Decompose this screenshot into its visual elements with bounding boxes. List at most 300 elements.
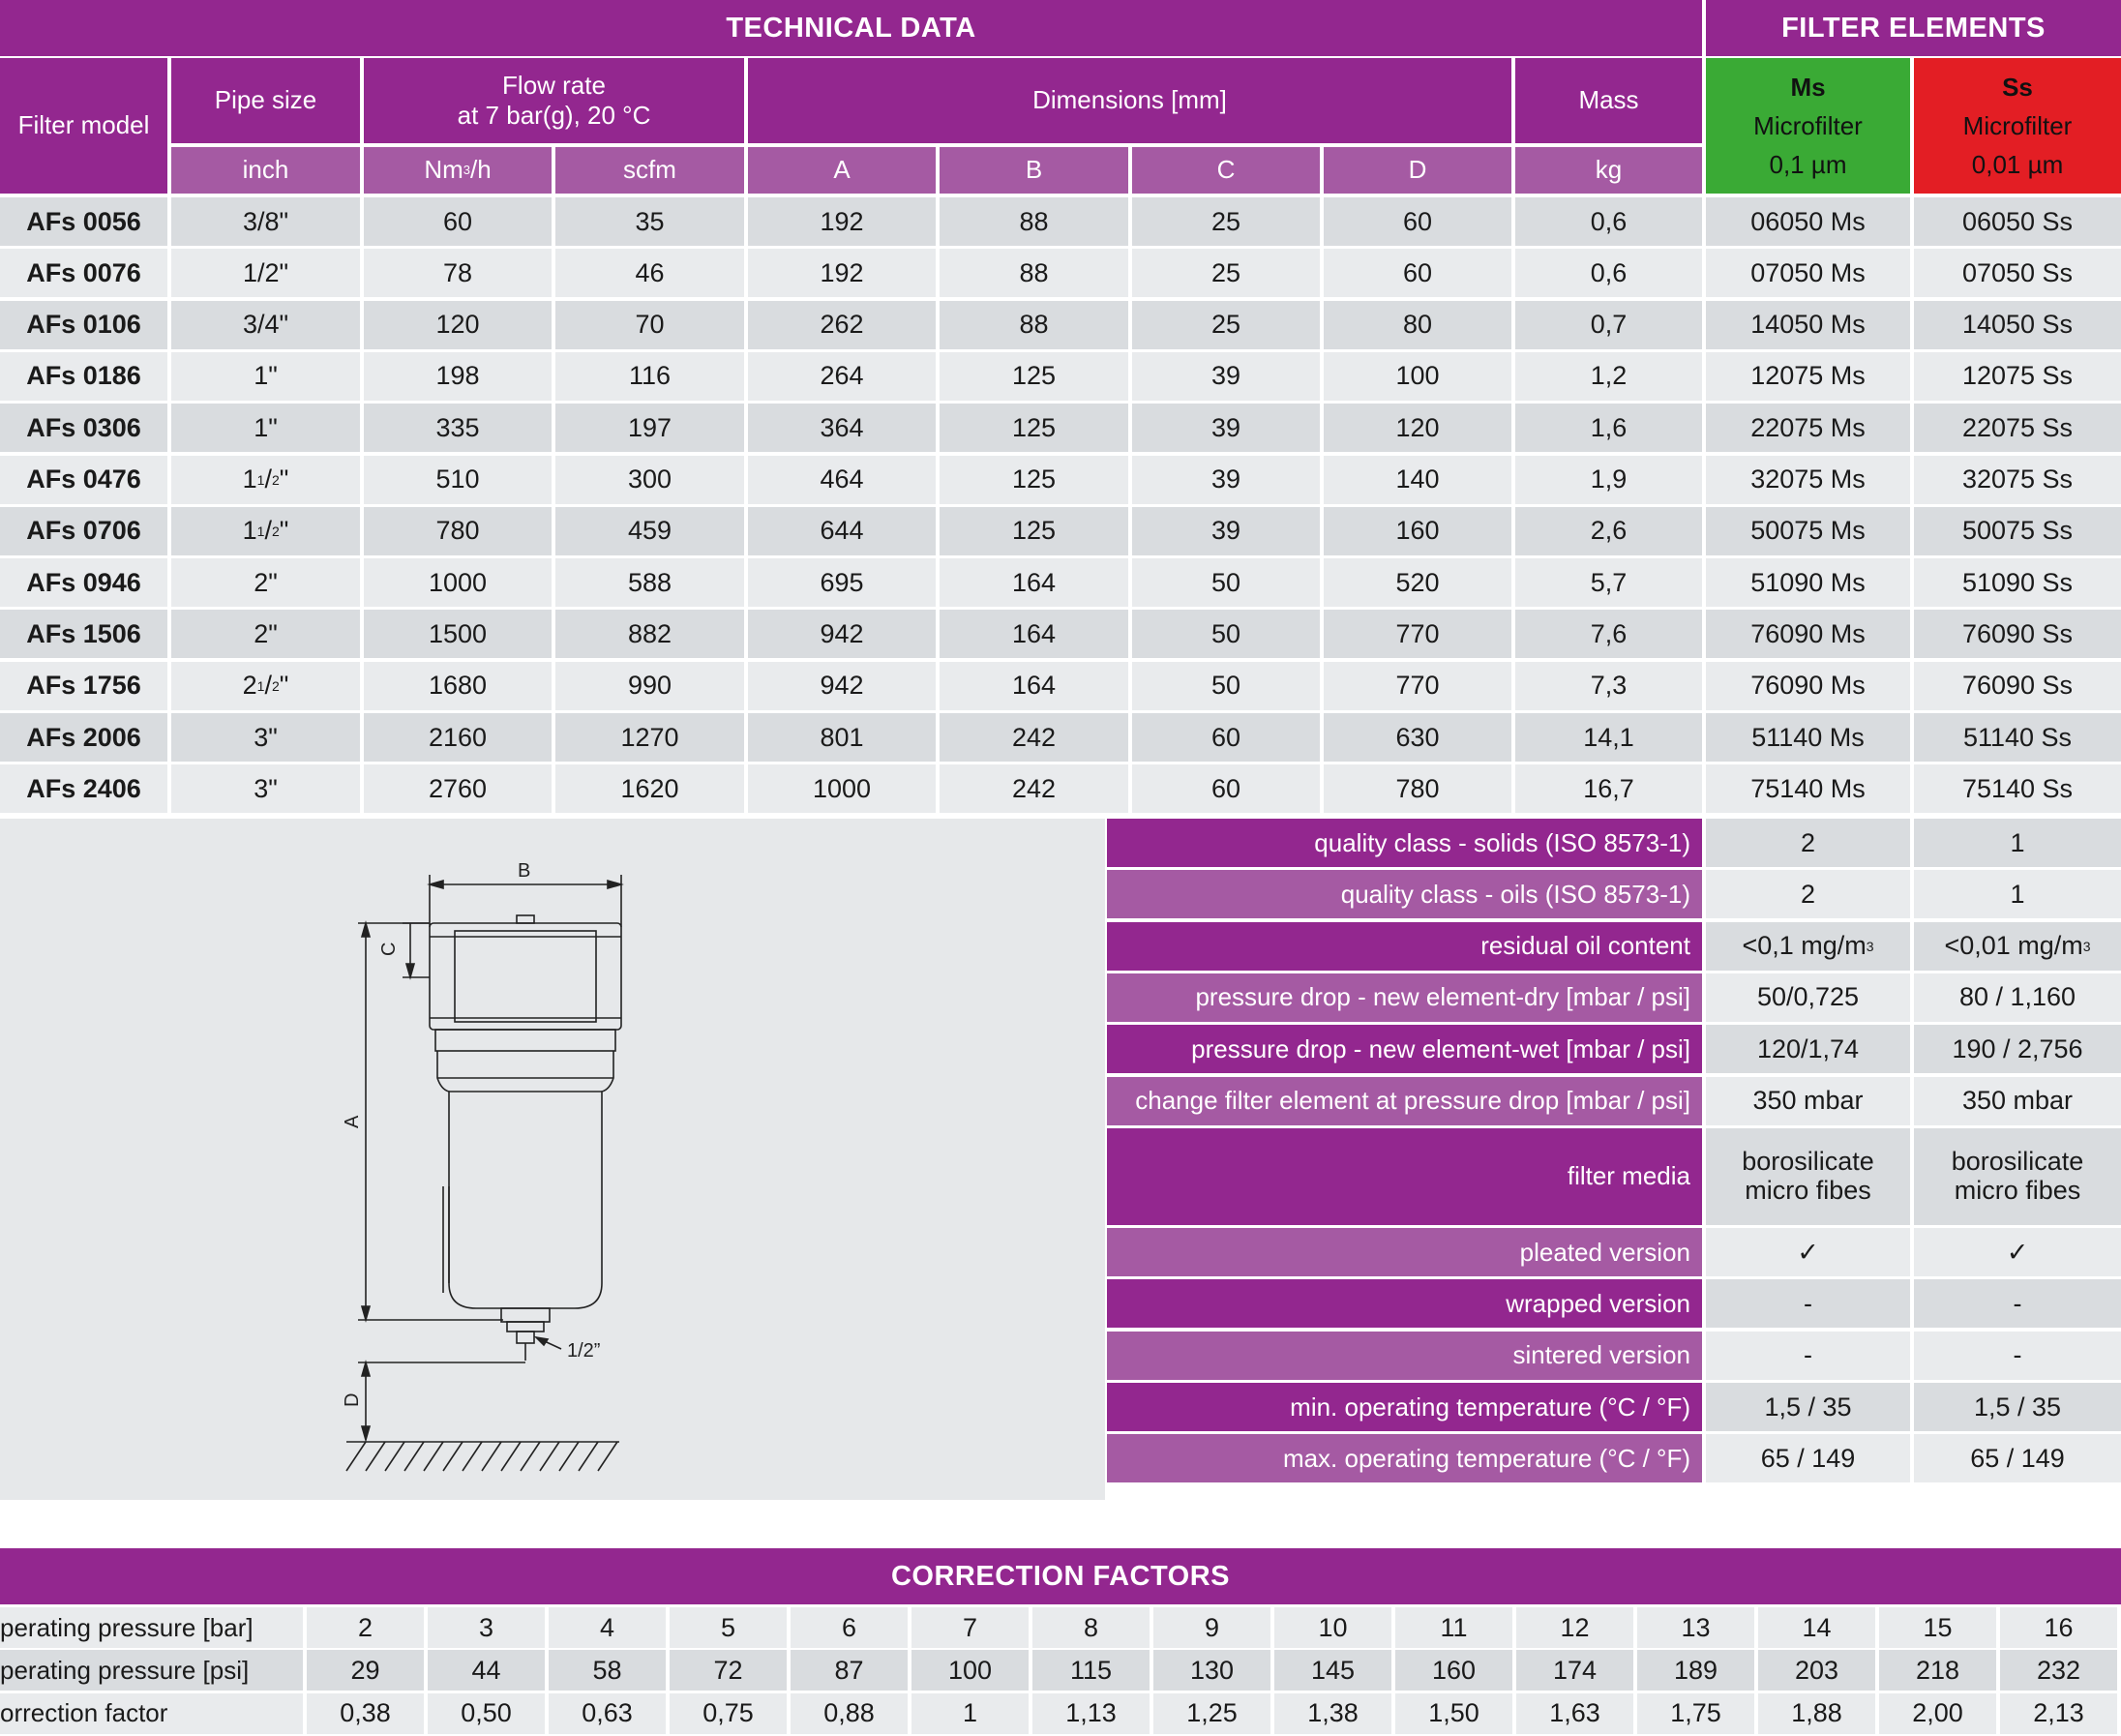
flow-rate-label: Flow rate [502,70,606,100]
row-0-C-cell [1132,197,1320,246]
cf-psi-1 [428,1650,545,1691]
row-10-pipe-cell [171,713,360,762]
property-value: ✓ [1797,1237,1819,1267]
cf-value: 9 [1204,1612,1220,1642]
cf-label-text: perating pressure [bar] [0,1612,254,1642]
flow-rate-conditions: at 7 bar(g), 20 °C [457,101,651,130]
row-1-C-cell [1132,249,1320,297]
unit-scfm-text: scfm [623,155,676,185]
property-label-3 [1107,973,1702,1022]
ss-value: 75140 Ss [1961,773,2074,803]
pipe-value: 3/4" [242,310,289,340]
row-7-B-cell [940,558,1128,607]
row-11-model-cell [0,764,167,813]
pipe-value: 2" [254,618,278,648]
A-value: 192 [820,206,864,236]
property-value: 120/1,74 [1756,1033,1860,1063]
pipe-value: 2" [254,567,278,597]
ms-value: 14050 Ms [1750,310,1866,340]
cf-value: 2,13 [2033,1698,2084,1728]
ss-value: 12075 Ss [1961,361,2074,391]
cf-factor-12 [1758,1693,1875,1734]
row-11-D-cell [1324,764,1511,813]
row-1-scfm-cell [555,249,744,297]
property-ss-10 [1914,1383,2121,1431]
C-value: 25 [1210,310,1241,340]
unit-C [1132,147,1320,194]
row-8-B-cell [940,610,1128,658]
ms-value: 50075 Ms [1750,516,1866,546]
row-9-kg-cell [1515,662,1702,710]
property-value: 1 [2010,879,2025,909]
scfm-value: 1270 [620,722,679,752]
row-1-model-cell [0,249,167,297]
row-1-nm3h-cell [364,249,552,297]
row-5-nm3h-cell [364,456,552,504]
filter-model-label: Filter model [17,110,150,140]
property-value: - [1804,1340,1812,1370]
row-9-C-cell [1132,662,1320,710]
ss-value: 51090 Ss [1961,567,2074,597]
row-3-model-cell [0,352,167,401]
row-1-ms-cell [1706,249,1910,297]
cf-bar-10 [1516,1607,1633,1648]
property-ss-2 [1914,922,2121,971]
row-5-pipe-cell [171,456,360,504]
row-11-B-cell [940,764,1128,813]
cf-value: 44 [471,1655,501,1685]
B-value: 125 [1011,516,1057,546]
kg-value: 14,1 [1583,722,1634,752]
row-8-ss-cell [1914,610,2121,658]
cf-factor-0 [307,1693,424,1734]
row-2-kg-cell [1515,301,1702,349]
row-2-pipe-cell [171,301,360,349]
D-value: 60 [1402,206,1433,236]
unit-A-text: A [833,155,851,185]
row-1-kg-cell [1515,249,1702,297]
row-2-model-cell [0,301,167,349]
ss-code: Ss [2002,72,2033,102]
A-value: 192 [820,257,864,287]
cf-value: 1,63 [1549,1698,1600,1728]
property-ms-10 [1706,1383,1910,1431]
B-value: 88 [1019,310,1049,340]
property-ss-8 [1914,1279,2121,1328]
row-7-scfm-cell [555,558,744,607]
scfm-value: 990 [627,671,672,701]
cf-factor-8 [1274,1693,1391,1734]
technical-data-title: TECHNICAL DATA [726,12,976,44]
row-0-kg-cell [1515,197,1702,246]
row-4-scfm-cell [555,404,744,452]
property-label-9 [1107,1332,1702,1380]
cf-value: 1,38 [1307,1698,1359,1728]
D-value: 120 [1395,412,1440,442]
property-value: - [1804,1288,1812,1318]
cf-value: 12 [1560,1612,1590,1642]
scfm-value: 1620 [620,773,679,803]
ms-code: Ms [1790,72,1826,102]
cf-value: 1,50 [1428,1698,1479,1728]
cf-psi-10 [1516,1650,1633,1691]
row-8-model-cell [0,610,167,658]
property-value: - [2013,1288,2022,1318]
property-ss-9 [1914,1332,2121,1380]
drawing-panel [0,819,1105,1500]
drawing-label-port: 1/2” [567,1340,601,1362]
pipe-size-header [171,58,360,143]
media-line2: micro fibes [1954,1175,2081,1205]
ss-element-header [1914,58,2121,194]
ss-rating: 0,01 µm [1971,150,2064,180]
property-value: 350 mbar [1961,1086,2074,1115]
ms-value: 12075 Ms [1750,361,1866,391]
model-value: AFs 0476 [26,464,141,494]
C-value: 25 [1210,257,1241,287]
property-ms-9 [1706,1332,1910,1380]
B-value: 88 [1019,206,1049,236]
property-ms-2 [1706,922,1910,971]
D-value: 160 [1395,516,1440,546]
cf-psi-4 [791,1650,908,1691]
row-9-pipe-cell [171,662,360,710]
dimensions-header [748,58,1511,143]
C-value: 39 [1210,412,1241,442]
row-0-B-cell [940,197,1128,246]
row-6-ss-cell [1914,507,2121,555]
unit-nm3h-base: Nm [424,155,463,185]
row-4-B-cell [940,404,1128,452]
row-9-model-cell [0,662,167,710]
cf-value: 174 [1552,1655,1598,1685]
row-1-D-cell [1324,249,1511,297]
cf-psi-6 [1032,1650,1150,1691]
kg-value: 7,6 [1590,618,1628,648]
kg-value: 0,7 [1590,310,1628,340]
C-value: 60 [1210,773,1241,803]
cf-label-text: orrection factor [0,1698,168,1728]
cf-bar-5 [911,1607,1029,1648]
row-6-A-cell [748,507,936,555]
row-1-pipe-cell [171,249,360,297]
cf-value: 232 [2036,1655,2081,1685]
row-6-model-cell [0,507,167,555]
row-9-B-cell [940,662,1128,710]
cf-value: 0,88 [823,1698,875,1728]
ms-value: 06050 Ms [1750,206,1866,236]
row-3-C-cell [1132,352,1320,401]
unit-scfm [555,147,744,194]
property-value: 1 [2010,827,2025,857]
cf-value: 203 [1794,1655,1839,1685]
cf-factor-2 [549,1693,666,1734]
model-value: AFs 2006 [26,722,141,752]
B-value: 125 [1011,361,1057,391]
cf-value: 4 [599,1612,615,1642]
row-8-ms-cell [1706,610,1910,658]
kg-value: 0,6 [1590,257,1628,287]
ms-type: Microfilter [1753,110,1863,140]
ss-value: 50075 Ss [1961,516,2074,546]
cf-value: 2,00 [1912,1698,1963,1728]
mass-header [1515,58,1702,143]
D-value: 770 [1395,671,1440,701]
cf-value: 0,63 [582,1698,633,1728]
model-value: AFs 0076 [26,257,141,287]
row-11-kg-cell [1515,764,1702,813]
row-7-model-cell [0,558,167,607]
property-ms-11 [1706,1434,1910,1482]
A-value: 1000 [812,773,872,803]
pipe-whole: 1 [242,516,257,546]
cf-psi-5 [911,1650,1029,1691]
nm3h-value: 120 [435,310,480,340]
ss-value: 07050 Ss [1961,257,2074,287]
row-4-pipe-cell [171,404,360,452]
ms-value: 75140 Ms [1750,773,1866,803]
cf-bar-8 [1274,1607,1391,1648]
cf-psi-14 [2000,1650,2117,1691]
unit-nm3h [364,147,552,194]
cf-value: 145 [1310,1655,1356,1685]
model-value: AFs 1506 [26,618,141,648]
unit-kg [1515,147,1702,194]
property-ms-1 [1706,870,1910,918]
property-ms-3 [1706,973,1910,1022]
property-value: 190 / 2,756 [1952,1033,2083,1063]
scfm-value: 116 [628,361,672,391]
C-value: 39 [1210,361,1241,391]
cf-label-bar [0,1607,303,1648]
flow-rate-header [364,58,744,143]
unit-B [940,147,1128,194]
row-5-B-cell [940,456,1128,504]
property-label-2 [1107,922,1702,971]
row-0-pipe-cell [171,197,360,246]
nm3h-value: 510 [435,464,480,494]
unit-inch [171,147,360,194]
row-10-D-cell [1324,713,1511,762]
D-value: 780 [1395,773,1440,803]
cf-bar-9 [1395,1607,1512,1648]
property-value: 2 [1800,827,1816,857]
unit-kg-text: kg [1595,155,1623,185]
unit-nm3h-sup: 3 [463,163,470,178]
unit-nm3h-tail: /h [469,155,492,185]
row-6-B-cell [940,507,1128,555]
row-8-kg-cell [1515,610,1702,658]
unit-D [1324,147,1511,194]
D-value: 630 [1395,722,1440,752]
pipe-value: 3" [254,773,278,803]
cf-value: 218 [1915,1655,1960,1685]
model-value: AFs 0056 [26,206,141,236]
row-4-ms-cell [1706,404,1910,452]
cf-value: 14 [1802,1612,1832,1642]
row-9-nm3h-cell [364,662,552,710]
cf-value: 29 [350,1655,380,1685]
A-value: 364 [820,412,864,442]
row-9-ms-cell [1706,662,1910,710]
row-10-scfm-cell [555,713,744,762]
row-3-nm3h-cell [364,352,552,401]
ms-rating: 0,1 µm [1769,150,1847,180]
row-11-C-cell [1132,764,1320,813]
model-value: AFs 0186 [26,361,141,391]
pipe-numerator: 1 [256,677,265,694]
B-value: 125 [1011,412,1057,442]
technical-data-header [0,0,1702,56]
property-value: 2 [1800,879,1816,909]
drawing-label-B: B [518,860,531,882]
property-value: 65 / 149 [1970,1443,2065,1473]
property-ms-6 [1706,1128,1910,1225]
row-9-D-cell [1324,662,1511,710]
model-value: AFs 2406 [26,773,141,803]
property-label-11 [1107,1434,1702,1482]
property-ss-0 [1914,819,2121,867]
cf-bar-7 [1153,1607,1270,1648]
cf-value: 2 [357,1612,373,1642]
kg-value: 1,9 [1590,464,1628,494]
row-6-pipe-cell [171,507,360,555]
cf-psi-2 [549,1650,666,1691]
cf-value: 1,13 [1065,1698,1117,1728]
pipe-value: 1" [254,412,278,442]
drawing-label-A: A [342,1115,363,1128]
C-value: 60 [1210,722,1241,752]
D-value: 140 [1395,464,1440,494]
cf-bar-12 [1758,1607,1875,1648]
property-ss-7 [1914,1228,2121,1276]
cf-value: 1,88 [1791,1698,1842,1728]
pipe-whole: 2 [242,671,257,701]
pipe-size-label: Pipe size [214,85,317,115]
kg-value: 0,6 [1590,206,1628,236]
pipe-numerator: 1 [256,471,265,488]
ss-value: 76090 Ss [1961,671,2074,701]
drawing-label-D: D [342,1392,363,1407]
ss-value: 06050 Ss [1961,206,2074,236]
property-label-8 [1107,1279,1702,1328]
property-label-text: filter media [1567,1161,1690,1191]
dimensions-label: Dimensions [mm] [1032,85,1227,115]
cf-label-psi [0,1650,303,1691]
B-value: 88 [1019,257,1049,287]
pipe-denominator: 2 [271,471,280,488]
pipe-fraction-slash: / [264,671,272,701]
cf-psi-8 [1274,1650,1391,1691]
row-4-D-cell [1324,404,1511,452]
D-value: 80 [1402,310,1433,340]
filter-elements-header [1706,0,2121,56]
row-3-scfm-cell [555,352,744,401]
row-3-pipe-cell [171,352,360,401]
cf-label-factor [0,1693,303,1734]
row-4-A-cell [748,404,936,452]
row-2-A-cell [748,301,936,349]
property-label-6 [1107,1128,1702,1225]
cf-value: 115 [1069,1655,1113,1685]
row-3-ss-cell [1914,352,2121,401]
row-9-scfm-cell [555,662,744,710]
nm3h-value: 2760 [428,773,488,803]
scfm-value: 300 [627,464,672,494]
row-1-A-cell [748,249,936,297]
cf-psi-3 [670,1650,787,1691]
A-value: 644 [820,516,864,546]
row-0-scfm-cell [555,197,744,246]
row-5-A-cell [748,456,936,504]
mass-label: Mass [1578,85,1639,115]
property-ss-1 [1914,870,2121,918]
cf-factor-11 [1637,1693,1754,1734]
filter-model-header [0,58,167,194]
ms-value: 32075 Ms [1750,464,1866,494]
model-value: AFs 0306 [26,412,141,442]
model-value: AFs 0106 [26,310,141,340]
property-value: 350 mbar [1752,1086,1864,1115]
nm3h-value: 780 [435,516,480,546]
cf-factor-4 [791,1693,908,1734]
unit-B-text: B [1025,155,1043,185]
property-value: 1,5 / 35 [1973,1392,2062,1422]
cf-factor-5 [911,1693,1029,1734]
row-2-ss-cell [1914,301,2121,349]
cf-value: 1 [962,1698,978,1728]
property-label-7 [1107,1228,1702,1276]
cf-factor-10 [1516,1693,1633,1734]
drawing-label-C: C [378,942,400,956]
property-label-text: residual oil content [1480,931,1690,961]
cf-bar-1 [428,1607,545,1648]
property-value: 1,5 / 35 [1764,1392,1852,1422]
A-value: 264 [820,361,864,391]
row-2-B-cell [940,301,1128,349]
row-8-nm3h-cell [364,610,552,658]
row-4-model-cell [0,404,167,452]
row-7-A-cell [748,558,936,607]
nm3h-value: 60 [442,206,473,236]
cf-value: 0,38 [340,1698,391,1728]
A-value: 801 [820,722,864,752]
property-ms-5 [1706,1077,1910,1125]
kg-value: 16,7 [1583,773,1634,803]
row-4-C-cell [1132,404,1320,452]
D-value: 770 [1395,618,1440,648]
row-8-A-cell [748,610,936,658]
cf-bar-2 [549,1607,666,1648]
ms-value: 76090 Ms [1750,671,1866,701]
row-7-ms-cell [1706,558,1910,607]
property-label-4 [1107,1025,1702,1073]
property-label-text: pressure drop - new element-wet [mbar / psi] [1191,1033,1690,1063]
B-value: 164 [1011,618,1057,648]
row-3-B-cell [940,352,1128,401]
kg-value: 2,6 [1590,516,1628,546]
cf-value: 0,50 [461,1698,512,1728]
cf-bar-0 [307,1607,424,1648]
property-value: 80 / 1,160 [1958,982,2076,1012]
row-2-C-cell [1132,301,1320,349]
row-5-ss-cell [1914,456,2121,504]
row-10-kg-cell [1515,713,1702,762]
ss-value: 32075 Ss [1961,464,2074,494]
row-7-kg-cell [1515,558,1702,607]
cf-value: 8 [1083,1612,1099,1642]
property-ss-5 [1914,1077,2121,1125]
